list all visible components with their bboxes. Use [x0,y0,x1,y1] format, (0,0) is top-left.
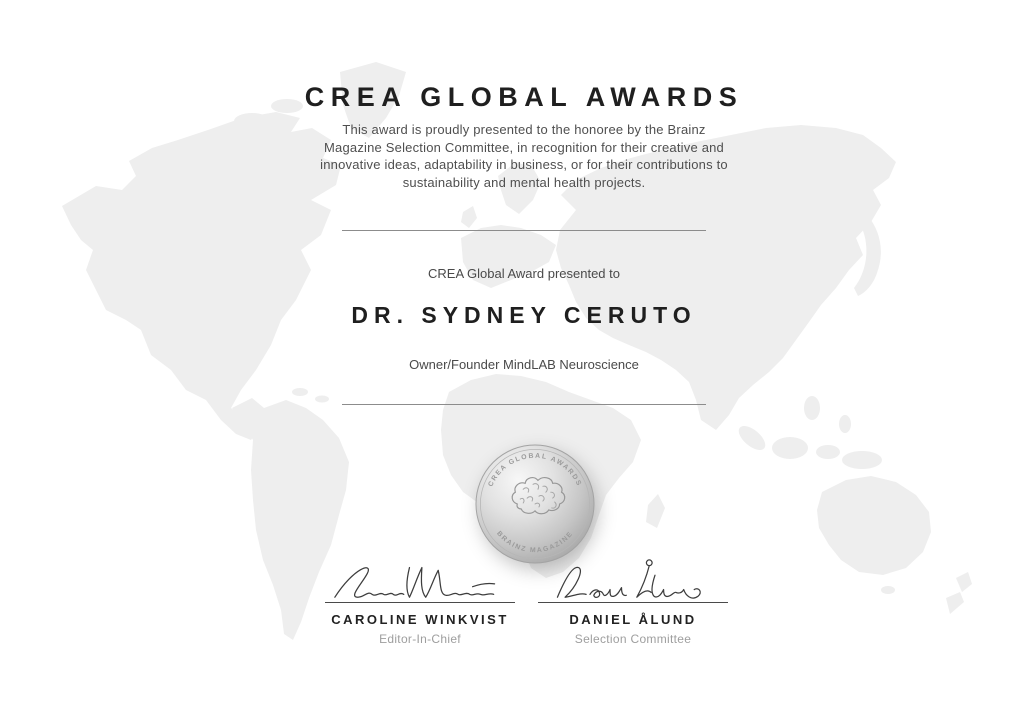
signatory-role: Selection Committee [574,632,692,646]
signature-line [325,558,515,603]
award-description: This award is proudly presented to the honoree by the Brainz Magazine Selection Committee, in recognition for their creative and innovative ideas, adaptability in business, or for their contributions to sustainability and mental health projects. [320,122,728,190]
signatory-name: CAROLINE WINKVIST [331,612,509,627]
signatory-name: DANIEL ÅLUND [569,612,697,627]
seal-top-text: CREA GLOBAL AWARDS [487,452,583,488]
award-seal-medal [474,443,596,565]
signature-line [538,558,728,603]
signature-block-editor-in-chief [325,558,515,646]
signature-block-selection-committee [538,558,728,646]
seal-bottom-text: BRAINZ MAGAZINE [495,530,575,555]
daniel-alund-autograph-icon [538,558,728,602]
signatory-role: Editor-In-Chief [379,632,461,646]
divider-bottom [342,404,706,405]
recipient-name: DR. SYDNEY CERUTO [351,302,697,328]
certificate-title: CREA GLOBAL AWARDS [304,82,744,112]
divider-top [342,230,706,231]
presented-to-label: CREA Global Award presented to [428,266,620,281]
caroline-winkvist-autograph-icon [325,558,515,602]
recipient-role: Owner/Founder MindLAB Neuroscience [409,357,639,372]
